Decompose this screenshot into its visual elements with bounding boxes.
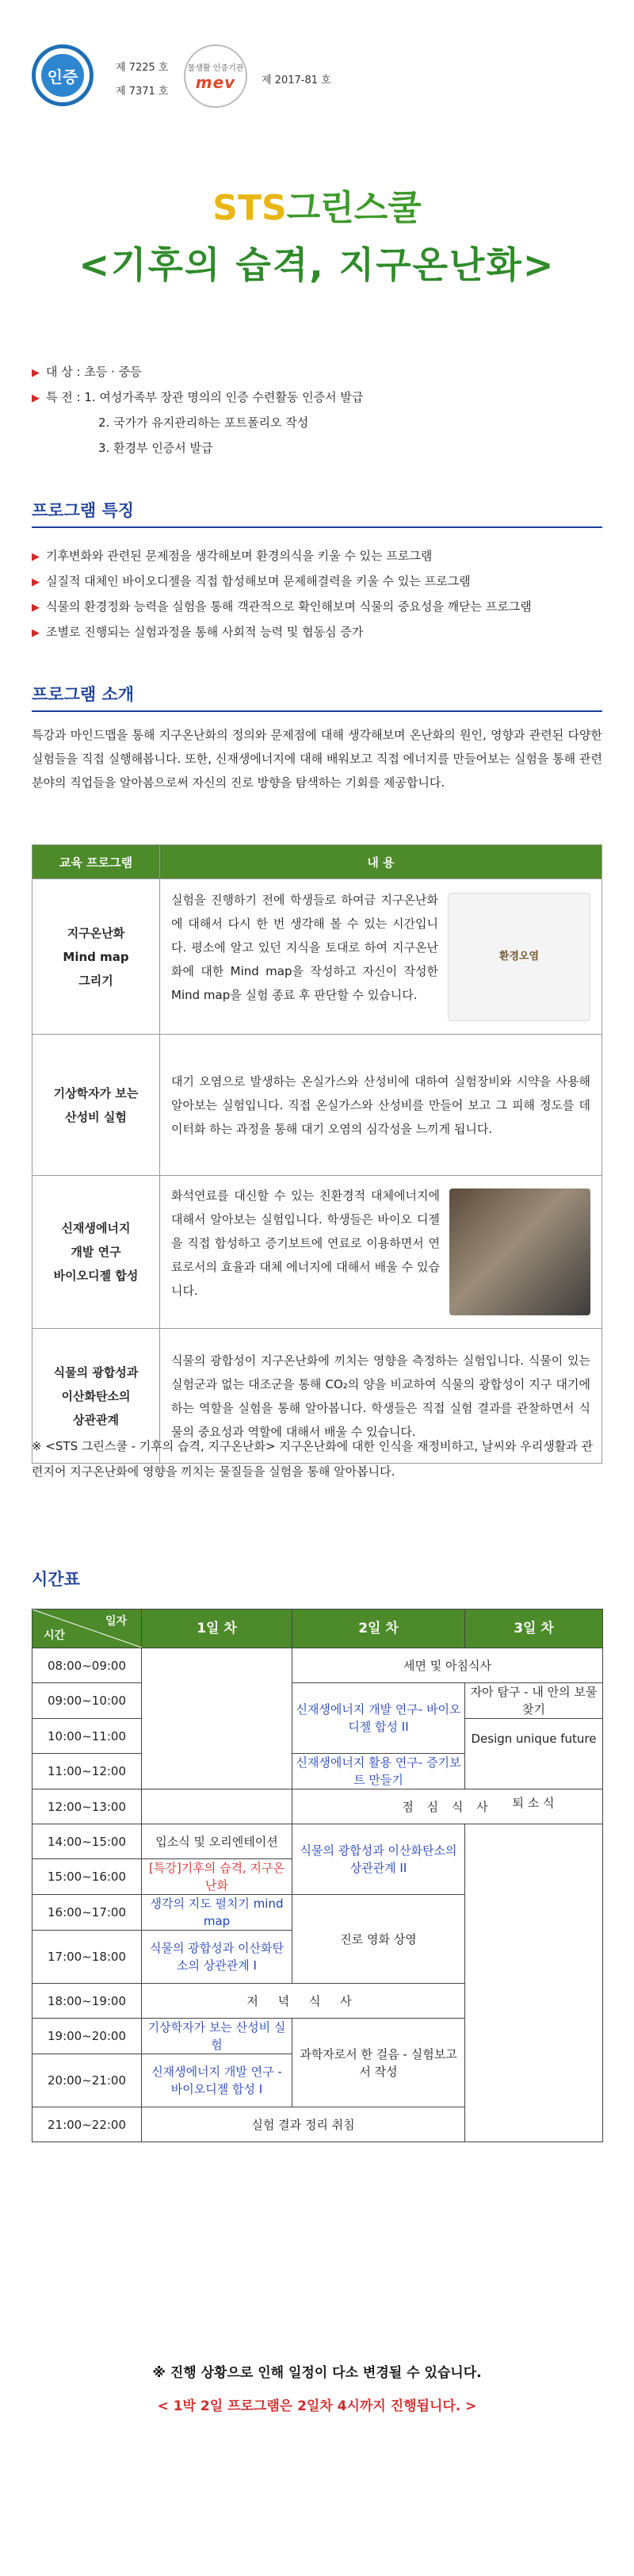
schedule-cell: 실험 결과 정리 취침 bbox=[142, 2107, 465, 2142]
schedule-cell: 식물의 광합성과 이산화탄소의 상관관계 I bbox=[142, 1931, 292, 1984]
empty-cell bbox=[142, 1789, 292, 1824]
schedule-cell: 세면 및 아침식사 bbox=[292, 1648, 603, 1683]
program-label: 신재생에너지 개발 연구 바이오디젤 합성 bbox=[32, 1176, 160, 1329]
experiment-photo bbox=[449, 1188, 590, 1315]
day-header: 2일 차 bbox=[292, 1610, 465, 1648]
time-slot: 15:00~16:00 bbox=[32, 1859, 142, 1895]
program-desc: 식물의 광합성이 지구온난화에 끼치는 영향을 측정하는 실험입니다. 식물이 있는 실험군과 없는 대조군을 통해 CO₂의 양을 비교하여 식물의 광합성이 지구 대기에 하는 역할을 실험을 통해 알아봅니다. 학생들은 직접 실험 결과를 관찰하면서 식물의 중요성과 역할에 대해서 배울 수 있습니다. bbox=[160, 1329, 602, 1464]
time-slot: 09:00~10:00 bbox=[32, 1683, 142, 1719]
program-label: 식물의 광합성과 이산화탄소의 상관관계 bbox=[32, 1329, 160, 1464]
intro-heading: 프로그램 소개 bbox=[32, 685, 135, 704]
schedule-cell: 신재생에너지 개발 연구 - 바이오디젤 합성 I bbox=[142, 2054, 292, 2107]
mev-mark: mev bbox=[195, 72, 236, 92]
page-title: <기후의 습격, 지구온난화> bbox=[78, 243, 556, 286]
day-header: 1일 차 bbox=[142, 1610, 292, 1648]
schedule-cell: 자아 탐구 - 내 안의 보물찾기 bbox=[465, 1683, 603, 1719]
time-slot: 12:00~13:00 bbox=[32, 1789, 142, 1824]
feature-item: ▶ 식물의 환경정화 능력을 실험을 통해 객관적으로 확인해보며 식물의 중요성을 깨닫는 프로그램 bbox=[32, 599, 532, 614]
time-slot: 17:00~18:00 bbox=[32, 1931, 142, 1984]
feature-item: ▶ 실질적 대체인 바이오디젤을 직접 합성해보며 문제해결력을 키울 수 있는 프로그램 bbox=[32, 574, 471, 588]
sts-logo: STS bbox=[212, 188, 287, 228]
program-note: ※ <STS 그린스쿨 - 기후의 습격, 지구온난화> 지구온난화에 대한 인식을 재정비하고, 날씨와 우리생활과 관련지어 지구온난화에 영향을 끼치는 물질들을 실험을 통해 알아봅니다. bbox=[32, 1439, 593, 1479]
schedule-cell: 신재생에너지 활용 연구- 증기보트 만들기 bbox=[292, 1754, 465, 1789]
schedule-cell: 생각의 지도 펼치기 mind map bbox=[142, 1895, 292, 1931]
time-slot: 08:00~09:00 bbox=[32, 1648, 142, 1683]
benefit-line: ▶ 특 전 : 1. 여성가족부 장관 명의의 인증 수련활동 인증서 발급 bbox=[32, 390, 364, 404]
bullet-triangle-icon: ▶ bbox=[32, 367, 40, 379]
schedule-table bbox=[32, 1609, 603, 2142]
mev-caption: 물생활 인증기관 bbox=[187, 63, 244, 73]
benefit-line-2: 2. 국가가 유지관리하는 포트폴리오 작성 bbox=[98, 415, 309, 430]
empty-cell bbox=[142, 1648, 292, 1789]
schedule-cell: Design unique future bbox=[465, 1719, 603, 1789]
time-slot: 14:00~15:00 bbox=[32, 1824, 142, 1859]
program-table bbox=[32, 844, 602, 1464]
feature-item: ▶ 조별로 진행되는 실험과정을 통해 사회적 능력 및 협동심 증가 bbox=[32, 625, 364, 639]
schedule-cell: 진로 영화 상영 bbox=[292, 1895, 465, 1984]
footer-note: ※ 진행 상황으로 인해 일정이 다소 변경될 수 있습니다. bbox=[152, 2365, 482, 2381]
leave-label: 퇴 소 식 bbox=[512, 1796, 555, 1810]
program-desc: 대기 오염으로 발생하는 온실가스와 산성비에 대하여 실험장비와 시약을 사용해 알아보는 실험입니다. 직접 온실가스와 산성비를 만들어 보고 그 피해 정도를 데이터화 하는 과정을 통해 대기 오염의 심각성을 느끼게 됩니다. bbox=[160, 1035, 602, 1176]
time-slot: 19:00~20:00 bbox=[32, 2019, 142, 2054]
program-brand bbox=[0, 179, 634, 230]
cert-number-1: 제 7225 호 bbox=[116, 62, 169, 74]
time-slot: 11:00~12:00 bbox=[32, 1754, 142, 1789]
program-label: 지구온난화 Mind map 그리기 bbox=[32, 879, 160, 1035]
certification-seal bbox=[32, 44, 94, 106]
intro-rule bbox=[32, 710, 602, 712]
table-row bbox=[32, 879, 602, 1035]
bullet-triangle-icon: ▶ bbox=[32, 392, 40, 404]
target-line: ▶ 대 상 : 초등 · 중등 bbox=[32, 365, 142, 379]
feature-item: ▶ 기후변화와 관련된 문제점을 생각해보며 환경의식을 키울 수 있는 프로그램 bbox=[32, 549, 433, 563]
time-slot: 16:00~17:00 bbox=[32, 1895, 142, 1931]
schedule-cell: 신재생에너지 개발 연구- 바이오디젤 합성 II bbox=[292, 1683, 465, 1754]
time-slot: 21:00~22:00 bbox=[32, 2107, 142, 2142]
time-slot: 20:00~21:00 bbox=[32, 2054, 142, 2107]
program-label: 기상학자가 보는 산성비 실험 bbox=[32, 1035, 160, 1176]
time-slot: 18:00~19:00 bbox=[32, 1984, 142, 2019]
features-heading: 프로그램 특징 bbox=[32, 501, 135, 520]
table-row bbox=[32, 1035, 602, 1176]
benefit-line-3: 3. 환경부 인증서 발급 bbox=[98, 441, 213, 455]
program-desc: 화석연료를 대신할 수 있는 친환경적 대체에너지에 대해서 알아보는 실험입니다. 학생들은 바이오 디젤을 직접 합성하고 증기보트에 연료로 이용하면서 연료로서의 효율과 대체 에너지에 대해서 배울 수 있습니다. bbox=[160, 1176, 602, 1329]
schedule-cell: 저 녁 식 사 bbox=[142, 1984, 465, 2019]
schedule-corner: 일자 시간 bbox=[32, 1610, 142, 1648]
empty-cell bbox=[465, 1824, 603, 2142]
seal-label: 인증 bbox=[41, 54, 84, 97]
features-rule bbox=[32, 526, 602, 528]
time-slot: 10:00~11:00 bbox=[32, 1719, 142, 1754]
cert-number-2: 제 7371 호 bbox=[116, 86, 169, 98]
schedule-cell: 식물의 광합성과 이산화탄소의 상관관계 II bbox=[292, 1824, 465, 1895]
table-row bbox=[32, 1176, 602, 1329]
intro-paragraph: 특강과 마인드맵을 통해 지구온난화의 정의와 문제점에 대해 생각해보며 온난화의 원인, 영향과 관련된 다양한 실험들을 직접 실행해봅니다. 또한, 신재생에너지에 대해 배워보고 직접 에너지를 만들어보는 실험을 통해 관련분야의 직업들을 알아봄으로써 자신의 진로 방향을 탐색하는 기회를 제공합니다. bbox=[32, 728, 602, 790]
mindmap-image: 환경오염 bbox=[448, 893, 590, 1021]
program-desc: 환경오염 실험을 진행하기 전에 학생들로 하여금 지구온난화에 대해서 다시 한 번 생각해 볼 수 있는 시간입니다. 평소에 알고 있던 지식을 토대로 하여 지구온난화에 대한 Mind map을 작성하고 자신이 작성한 Mind map을 실험 종료 후 판단할 수 있습니다. bbox=[160, 879, 602, 1035]
schedule-heading: 시간표 bbox=[32, 1570, 80, 1589]
table-header: 교육 프로그램 bbox=[32, 845, 160, 879]
schedule-cell: 점 심 식 사 bbox=[292, 1789, 603, 1824]
schedule-cell: 기상학자가 보는 산성비 실험 bbox=[142, 2019, 292, 2054]
footer-highlight: < 1박 2일 프로그램은 2일차 4시까지 진행됩니다. > bbox=[157, 2398, 477, 2414]
schedule-cell: 과학자로서 한 걸음 - 실험보고서 작성 bbox=[292, 2019, 465, 2107]
green-school-label: 그린스쿨 bbox=[286, 188, 422, 228]
table-header: 내 용 bbox=[160, 845, 602, 879]
schedule-cell: [특강]기후의 습격, 지구온난화 bbox=[142, 1859, 292, 1895]
day-header: 3일 차 bbox=[465, 1610, 603, 1648]
mev-logo bbox=[184, 44, 247, 108]
schedule-cell: 입소식 및 오리엔테이션 bbox=[142, 1824, 292, 1859]
cert-number-3: 제 2017-81 호 bbox=[262, 75, 331, 86]
